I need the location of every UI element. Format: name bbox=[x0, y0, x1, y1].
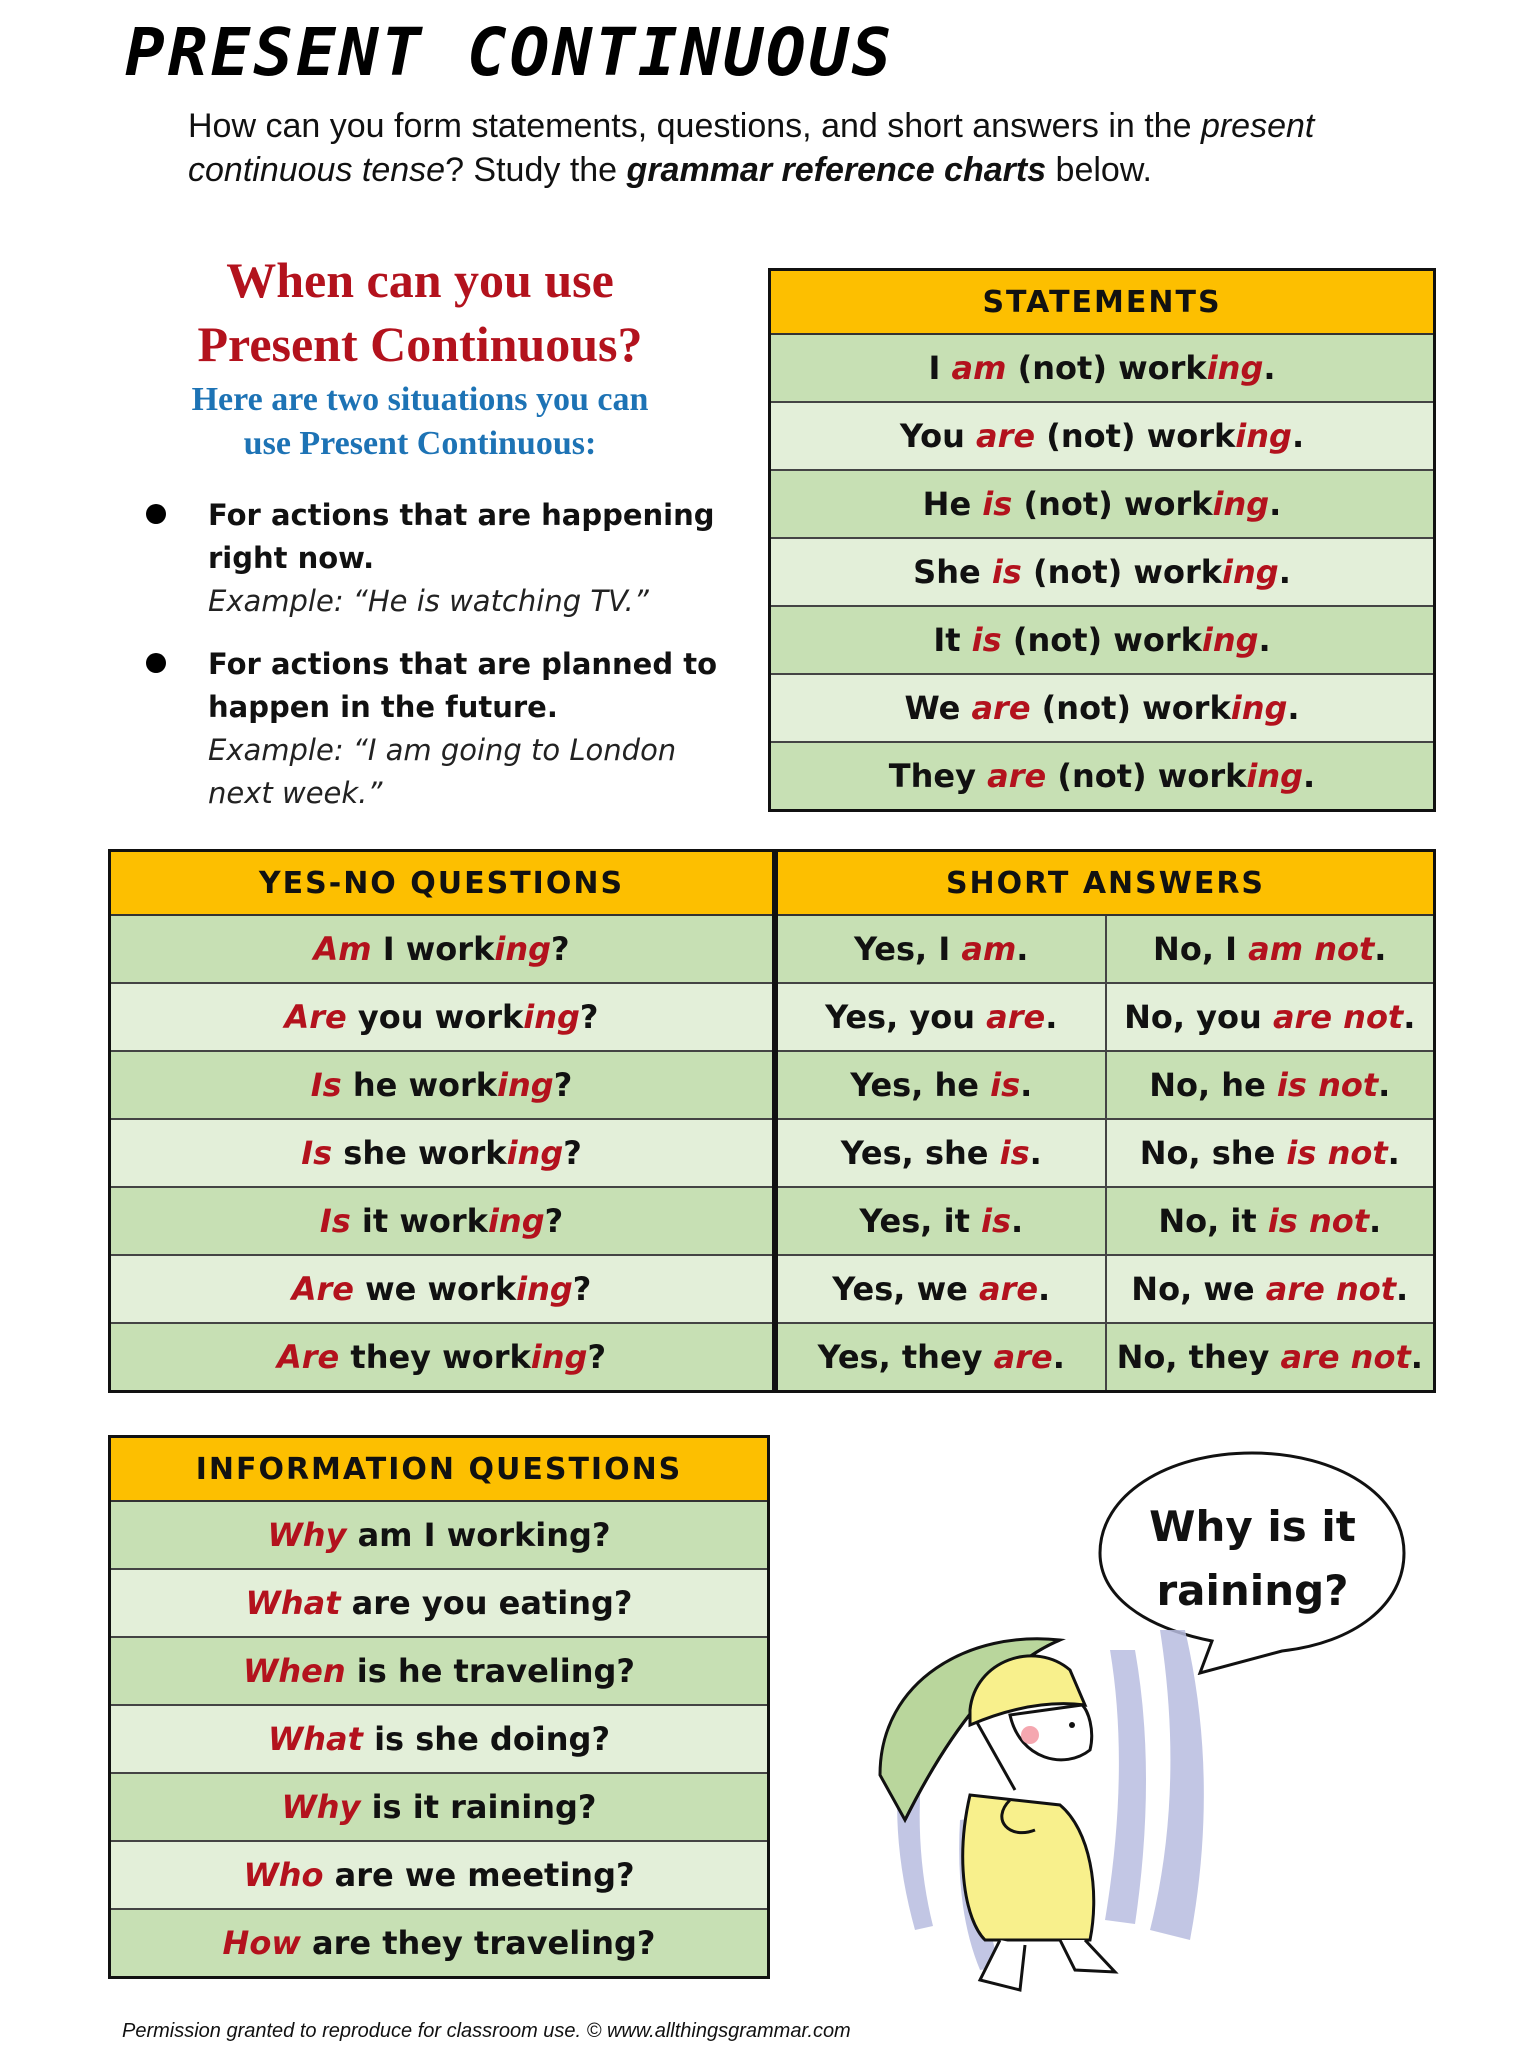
table-row bbox=[110, 1569, 769, 1637]
table-row bbox=[110, 983, 774, 1051]
short-answers-table bbox=[775, 849, 1436, 1393]
no-answer-cell bbox=[1106, 1051, 1435, 1119]
no-answer-cell bbox=[1106, 983, 1435, 1051]
cell-text: We bbox=[904, 689, 972, 727]
bullet-icon bbox=[146, 653, 166, 673]
highlight-text: is not bbox=[1267, 1202, 1370, 1240]
highlight-text: ing bbox=[487, 1202, 545, 1240]
cell-text: . bbox=[1374, 930, 1387, 968]
cell-text: . bbox=[1403, 998, 1416, 1036]
question-cell bbox=[110, 1773, 769, 1841]
highlight-text: are bbox=[976, 417, 1036, 455]
cell-text: . bbox=[1396, 1270, 1409, 1308]
cell-text: No, he bbox=[1149, 1066, 1277, 1104]
usage-subheading: Here are two situations you can use Present Continuous: bbox=[191, 381, 649, 462]
statement-cell bbox=[770, 538, 1435, 606]
cell-text: . bbox=[1269, 485, 1282, 523]
statement-cell bbox=[770, 742, 1435, 811]
cell-text: you work bbox=[346, 998, 524, 1036]
question-cell bbox=[110, 1705, 769, 1773]
highlight-text: ing bbox=[1222, 553, 1279, 591]
cell-text: . bbox=[1303, 757, 1316, 795]
short-answers-header: SHORT ANSWERS bbox=[777, 851, 1435, 916]
cell-text: You bbox=[899, 417, 977, 455]
highlight-text: ing bbox=[516, 1270, 573, 1308]
cell-text: . bbox=[1011, 1202, 1024, 1240]
cell-text: ? bbox=[553, 1066, 573, 1104]
usage-item: For actions that are planned to happen in the future. Example: “I am going to London next week.” bbox=[110, 643, 730, 815]
highlight-text: How bbox=[222, 1924, 301, 1962]
table-row bbox=[770, 742, 1435, 811]
cell-text: is it raining? bbox=[360, 1788, 597, 1826]
question-cell bbox=[110, 1841, 769, 1909]
cell-text: I work bbox=[371, 930, 495, 968]
highlight-text: is not bbox=[1286, 1134, 1388, 1172]
person-with-umbrella-illustration bbox=[860, 1560, 1260, 2000]
cell-text: ? bbox=[587, 1338, 606, 1376]
no-answer-cell bbox=[1106, 915, 1435, 983]
highlight-text: is bbox=[982, 485, 1013, 523]
cell-text: (not) work bbox=[1021, 553, 1223, 591]
cell-text: ? bbox=[579, 998, 599, 1036]
table-row bbox=[770, 470, 1435, 538]
highlight-text: are bbox=[978, 1270, 1039, 1308]
highlight-text: are bbox=[987, 757, 1047, 795]
highlight-text: ing bbox=[1246, 757, 1304, 795]
cell-text: No, we bbox=[1131, 1270, 1266, 1308]
cell-text: No, she bbox=[1139, 1134, 1287, 1172]
question-cell bbox=[110, 1119, 774, 1187]
highlight-text: Is bbox=[319, 1202, 351, 1240]
highlight-text: What bbox=[245, 1584, 341, 1622]
table-row bbox=[777, 915, 1435, 983]
highlight-text: ing bbox=[1201, 621, 1259, 659]
cell-text: he work bbox=[341, 1066, 498, 1104]
highlight-text: Are bbox=[291, 1270, 354, 1308]
cell-text: . bbox=[1016, 930, 1029, 968]
cell-text: . bbox=[1029, 1134, 1042, 1172]
table-row bbox=[770, 334, 1435, 402]
cell-text: is she doing? bbox=[362, 1720, 611, 1758]
statement-cell bbox=[770, 334, 1435, 402]
table-row bbox=[110, 1187, 774, 1255]
cell-text: are they traveling? bbox=[300, 1924, 656, 1962]
highlight-text: ing bbox=[1206, 349, 1264, 387]
highlight-text: Why bbox=[267, 1516, 347, 1554]
highlight-text: ing bbox=[1235, 417, 1292, 455]
table-row bbox=[110, 1501, 769, 1569]
statement-cell bbox=[770, 674, 1435, 742]
highlight-text: Are bbox=[284, 998, 347, 1036]
no-answer-cell bbox=[1106, 1119, 1435, 1187]
statement-cell bbox=[770, 402, 1435, 470]
cell-text: Yes, they bbox=[817, 1338, 994, 1376]
cell-text: (not) work bbox=[1001, 621, 1202, 659]
yes-no-header: YES-NO QUESTIONS bbox=[110, 851, 774, 916]
table-row bbox=[770, 402, 1435, 470]
cell-text: they work bbox=[339, 1338, 531, 1376]
cell-text: ? bbox=[572, 1270, 592, 1308]
table-row bbox=[110, 1323, 774, 1392]
usage-list bbox=[110, 494, 730, 815]
highlight-text: are bbox=[986, 998, 1046, 1036]
yes-answer-cell bbox=[777, 1323, 1106, 1392]
highlight-text: is bbox=[990, 1066, 1021, 1104]
cell-text: . bbox=[1038, 1270, 1051, 1308]
cell-text: am I working? bbox=[346, 1516, 611, 1554]
table-row bbox=[777, 1051, 1435, 1119]
no-answer-cell bbox=[1106, 1255, 1435, 1323]
information-questions-header: INFORMATION QUESTIONS bbox=[110, 1437, 769, 1502]
cell-text: . bbox=[1378, 1066, 1391, 1104]
cell-text: (not) work bbox=[1006, 349, 1207, 387]
cell-text: Yes, it bbox=[859, 1202, 981, 1240]
highlight-text: Is bbox=[310, 1066, 342, 1104]
cell-text: (not) work bbox=[1030, 689, 1231, 727]
no-answer-cell bbox=[1106, 1187, 1435, 1255]
cell-text: It bbox=[933, 621, 972, 659]
highlight-text: Is bbox=[301, 1134, 333, 1172]
cell-text: . bbox=[1410, 1338, 1423, 1376]
cell-text: They bbox=[888, 757, 988, 795]
cell-text: ? bbox=[544, 1202, 564, 1240]
cell-text: . bbox=[1387, 1134, 1400, 1172]
speech-bubble-text: Why is it raining? bbox=[1149, 1502, 1356, 1615]
highlight-text: is bbox=[971, 621, 1002, 659]
cell-text: . bbox=[1369, 1202, 1382, 1240]
highlight-text: Are bbox=[277, 1338, 340, 1376]
statements-table bbox=[768, 268, 1436, 812]
highlight-text: ing bbox=[497, 1066, 554, 1104]
table-row bbox=[110, 1705, 769, 1773]
cell-text: . bbox=[1263, 349, 1276, 387]
cell-text: No, it bbox=[1158, 1202, 1268, 1240]
table-row bbox=[770, 538, 1435, 606]
statement-cell bbox=[770, 606, 1435, 674]
highlight-text: What bbox=[267, 1720, 363, 1758]
cell-text: (not) work bbox=[1012, 485, 1213, 523]
highlight-text: Who bbox=[243, 1856, 324, 1894]
cell-text: . bbox=[1258, 621, 1271, 659]
highlight-text: is bbox=[991, 553, 1022, 591]
cell-text: . bbox=[1287, 689, 1300, 727]
footer-credit: Permission granted to reproduce for classroom use. © www.allthingsgrammar.com bbox=[122, 2020, 851, 2042]
highlight-text: When bbox=[243, 1652, 346, 1690]
table-row bbox=[110, 1119, 774, 1187]
highlight-text: ing bbox=[523, 998, 580, 1036]
highlight-text: Why bbox=[281, 1788, 361, 1826]
cell-text: ? bbox=[563, 1134, 582, 1172]
table-row bbox=[110, 1773, 769, 1841]
table-row bbox=[110, 1051, 774, 1119]
cell-text: it work bbox=[350, 1202, 488, 1240]
cell-text: I bbox=[928, 349, 952, 387]
cell-text: ? bbox=[551, 930, 570, 968]
table-row bbox=[110, 1841, 769, 1909]
cell-text: He bbox=[922, 485, 983, 523]
cell-text: are we meeting? bbox=[323, 1856, 635, 1894]
highlight-text: Am bbox=[313, 930, 372, 968]
cell-text: She bbox=[913, 553, 992, 591]
usage-section bbox=[110, 248, 730, 835]
highlight-text: am bbox=[961, 930, 1017, 968]
yes-answer-cell bbox=[777, 1187, 1106, 1255]
highlight-text: are not bbox=[1265, 1270, 1397, 1308]
cell-text: . bbox=[1278, 553, 1291, 591]
question-cell bbox=[110, 1255, 774, 1323]
question-cell bbox=[110, 1501, 769, 1569]
statements-header: STATEMENTS bbox=[770, 270, 1435, 335]
cell-text: she work bbox=[332, 1134, 507, 1172]
cell-text: Yes, we bbox=[832, 1270, 979, 1308]
highlight-text: is bbox=[981, 1202, 1012, 1240]
yes-answer-cell bbox=[777, 1255, 1106, 1323]
yes-answer-cell bbox=[777, 1119, 1106, 1187]
cell-text: are you eating? bbox=[340, 1584, 633, 1622]
highlight-text: ing bbox=[530, 1338, 588, 1376]
table-row bbox=[777, 983, 1435, 1051]
no-answer-cell bbox=[1106, 1323, 1435, 1392]
cell-text: Yes, he bbox=[850, 1066, 991, 1104]
highlight-text: ing bbox=[506, 1134, 564, 1172]
table-row bbox=[110, 1909, 769, 1978]
question-cell bbox=[110, 1323, 774, 1392]
yes-no-questions-table bbox=[108, 849, 775, 1393]
highlight-text: ing bbox=[1212, 485, 1270, 523]
cell-text: is he traveling? bbox=[345, 1652, 635, 1690]
table-row bbox=[777, 1187, 1435, 1255]
question-cell bbox=[110, 1187, 774, 1255]
intro-text: How can you form statements, questions, and short answers in the present continuous tense? Study the grammar reference charts below. bbox=[188, 107, 1315, 189]
usage-heading: When can you use Present Continuous? bbox=[197, 252, 643, 372]
information-questions-table bbox=[108, 1435, 770, 1979]
highlight-text: ing bbox=[494, 930, 551, 968]
highlight-text: am not bbox=[1248, 930, 1375, 968]
cell-text: (not) work bbox=[1046, 757, 1247, 795]
cell-text: . bbox=[1052, 1338, 1065, 1376]
question-cell bbox=[110, 983, 774, 1051]
cell-text: Yes, she bbox=[840, 1134, 1000, 1172]
cell-text: . bbox=[1291, 417, 1305, 455]
statement-cell bbox=[770, 470, 1435, 538]
table-row bbox=[777, 1255, 1435, 1323]
table-row bbox=[110, 1637, 769, 1705]
cell-text: (not) work bbox=[1035, 417, 1236, 455]
yes-answer-cell bbox=[777, 983, 1106, 1051]
yes-answer-cell bbox=[777, 1051, 1106, 1119]
cell-text: Yes, I bbox=[854, 930, 962, 968]
page-title: PRESENT CONTINUOUS bbox=[125, 14, 895, 91]
question-cell bbox=[110, 1569, 769, 1637]
highlight-text: are bbox=[993, 1338, 1053, 1376]
bullet-icon bbox=[146, 504, 166, 524]
cell-text: Yes, you bbox=[825, 998, 987, 1036]
table-row bbox=[770, 606, 1435, 674]
cell-text: we work bbox=[353, 1270, 517, 1308]
cell-text: No, they bbox=[1116, 1338, 1281, 1376]
highlight-text: am bbox=[951, 349, 1007, 387]
question-cell bbox=[110, 1637, 769, 1705]
question-cell bbox=[110, 915, 774, 983]
cell-text: . bbox=[1045, 998, 1058, 1036]
highlight-text: are not bbox=[1272, 998, 1404, 1036]
highlight-text: ing bbox=[1230, 689, 1288, 727]
cell-text: No, I bbox=[1153, 930, 1249, 968]
cell-text: No, you bbox=[1124, 998, 1273, 1036]
usage-item: For actions that are happening right now. Example: “He is watching TV.” bbox=[110, 494, 730, 623]
highlight-text: is not bbox=[1276, 1066, 1379, 1104]
highlight-text: is bbox=[999, 1134, 1030, 1172]
question-cell bbox=[110, 1909, 769, 1978]
yes-answer-cell bbox=[777, 915, 1106, 983]
table-row bbox=[777, 1119, 1435, 1187]
table-row bbox=[110, 915, 774, 983]
highlight-text: are not bbox=[1280, 1338, 1411, 1376]
table-row bbox=[777, 1323, 1435, 1392]
table-row bbox=[770, 674, 1435, 742]
highlight-text: are bbox=[971, 689, 1031, 727]
cell-text: . bbox=[1020, 1066, 1033, 1104]
table-row bbox=[110, 1255, 774, 1323]
question-cell bbox=[110, 1051, 774, 1119]
